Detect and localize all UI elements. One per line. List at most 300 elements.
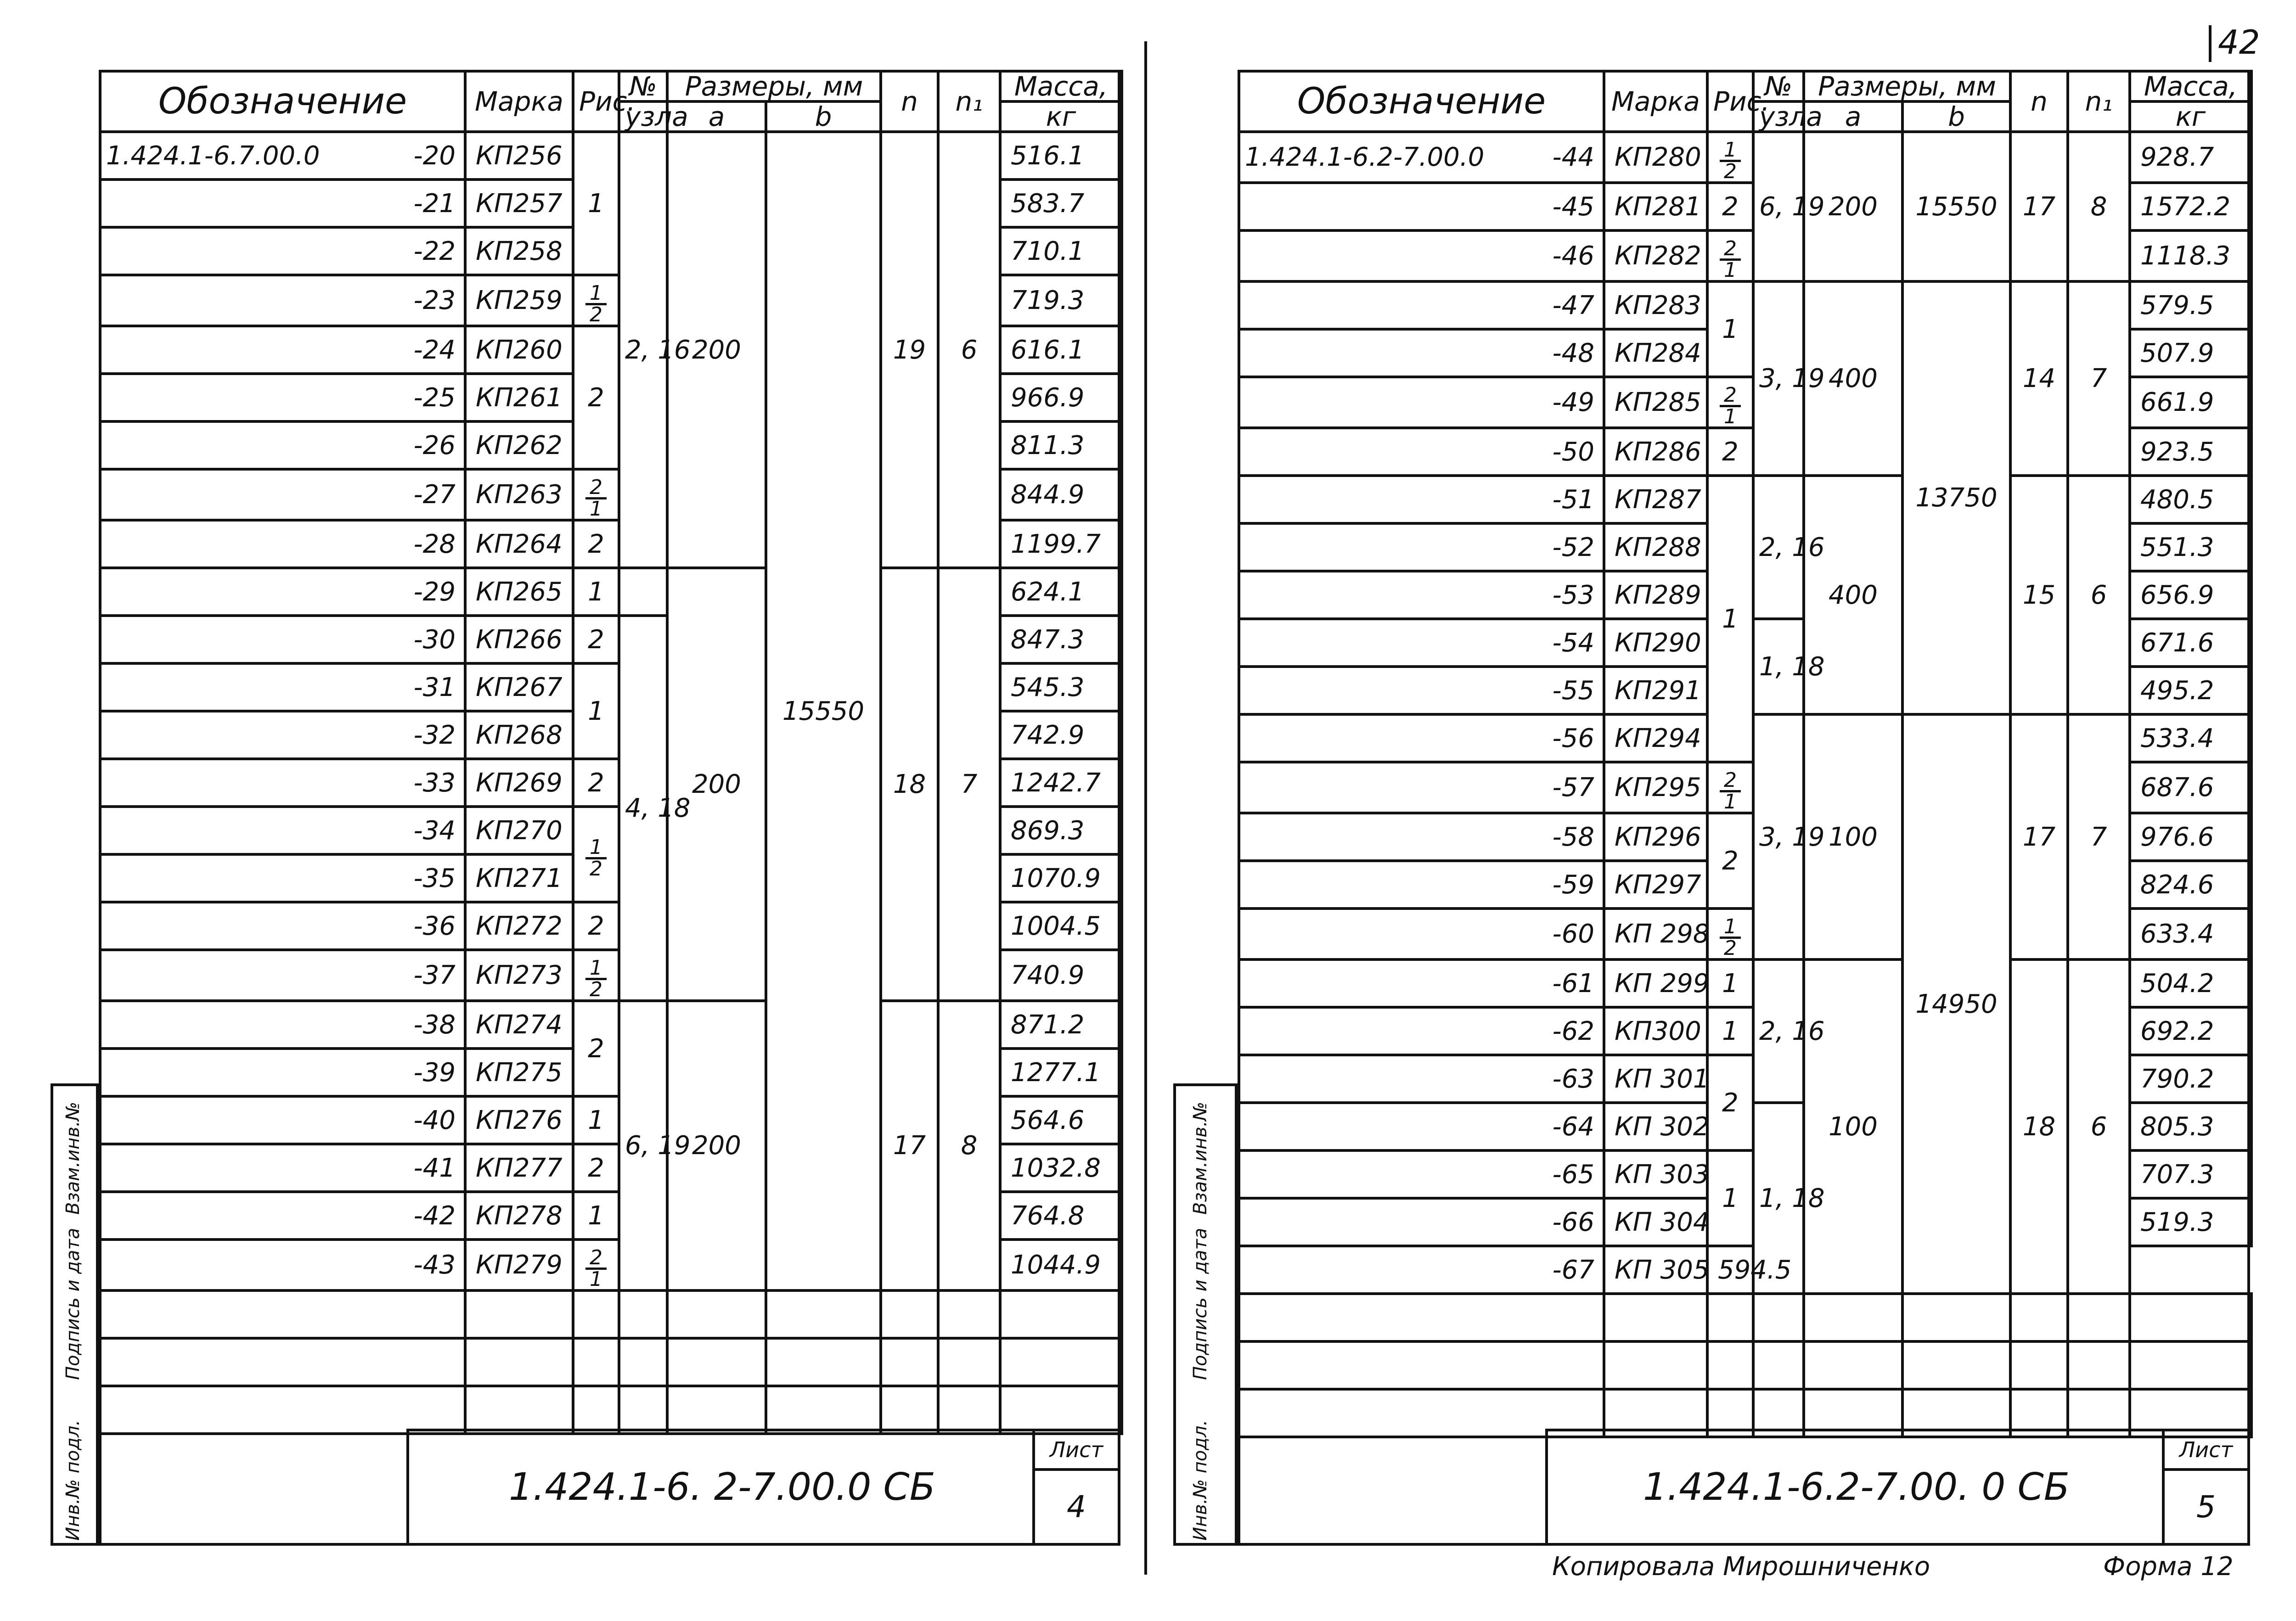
designation-suffix: -36 [413,911,456,941]
fig-cell [1707,132,1753,183]
mark-cell: КП261 [465,374,573,421]
fig-cell [573,1240,619,1290]
a-cell: 200 [667,1001,766,1290]
a-header: a [667,101,766,132]
fig-cell: 1 [573,663,619,759]
empty-cell [1804,1294,1902,1341]
designation-cell [1239,1055,1604,1103]
node-header: узла [619,101,667,132]
empty-cell [465,1290,573,1338]
designation-cell [100,1096,465,1144]
node-cell: 2, 16 [1753,476,1804,619]
designation-suffix: -49 [1552,387,1594,417]
designation-suffix: -22 [413,236,456,266]
mass-cell: 844.9 [1000,469,1122,520]
mass-cell: 966.9 [1000,374,1122,421]
designation-suffix: -30 [413,624,456,655]
mass-cell: 504.2 [2130,959,2251,1007]
table-row [1239,959,2251,1007]
mass-cell: 633.4 [2130,909,2251,959]
n1-cell: 6 [2068,959,2130,1294]
empty-cell [1000,1338,1122,1386]
designation-suffix: -29 [413,577,456,607]
mass-cell: 516.1 [1000,132,1122,179]
fraction-denominator: 1 [590,1268,602,1291]
n1-cell: 6 [2068,476,2130,714]
designation-cell [100,132,465,179]
n-cell: 17 [2010,714,2068,959]
dims-header: Размеры, мм [667,71,881,101]
mark-cell: КП295 [1604,762,1707,813]
right-sheet-label: Лист [2165,1431,2247,1471]
fig-header: Рис. [1707,71,1753,132]
n1-cell: 6 [938,132,1000,568]
designation-suffix: -64 [1552,1111,1594,1142]
empty-cell [667,1338,766,1386]
table-row [1239,281,2251,329]
form-label: Форма 12 [2103,1552,2234,1582]
designation-cell [100,759,465,807]
designation-cell [100,179,465,227]
b-cell: 14950 [1902,714,2010,1294]
n1-cell: 7 [2068,714,2130,959]
fraction [1720,768,1741,813]
designation-suffix: -61 [1552,968,1594,998]
designation-suffix: -56 [1552,723,1594,753]
fraction-numerator: 1 [590,956,602,980]
mass-cell: 790.2 [2130,1055,2251,1103]
designation-cell [100,227,465,275]
b-header: b [1902,101,2010,132]
empty-cell [667,1290,766,1338]
n-cell: 15 [2010,476,2068,714]
designation-cell [1239,1246,1604,1294]
designation-suffix: -21 [413,188,456,219]
left-sheet [99,70,1120,1546]
empty-cell [667,1386,766,1434]
mark-cell: КП275 [465,1049,573,1096]
designation-suffix: -43 [413,1250,456,1280]
mass-cell: 805.3 [2130,1103,2251,1150]
designation-suffix: -25 [413,382,456,413]
left-spec-table [99,70,1123,1435]
mass-cell: 1118.3 [2130,230,2251,281]
n-cell: 17 [881,1001,938,1290]
n1-cell: 8 [2068,132,2130,281]
empty-cell [573,1338,619,1386]
left-sidebar-sign: Подпись и дата [62,1228,84,1380]
mark-header: Марка [1604,71,1707,132]
designation-suffix: -26 [413,430,456,460]
fraction-numerator: 2 [590,476,602,499]
mass-cell: 824.6 [2130,861,2251,909]
designation-cell [100,1144,465,1192]
fraction [585,835,607,881]
mark-cell: КП 302 [1604,1103,1707,1150]
mass-cell: 480.5 [2130,476,2251,523]
right-sheet-number: 5 [2196,1489,2216,1525]
designation-cell [1239,762,1604,813]
mark-cell: КП 299 [1604,959,1707,1007]
designation-suffix: -54 [1552,628,1594,658]
fraction [585,956,607,1001]
mark-cell: КП276 [465,1096,573,1144]
fig-cell: 1 [573,568,619,616]
mark-cell: КП269 [465,759,573,807]
fig-cell [573,807,619,902]
b-header: b [766,101,881,132]
mass-cell: 1572.2 [2130,183,2251,230]
left-sheet-number: 4 [1067,1489,1086,1525]
fig-cell [573,469,619,520]
fig-cell: 2 [573,759,619,807]
empty-row [100,1338,1122,1386]
mass-cell: 1032.8 [1000,1144,1122,1192]
dims-header: Размеры, мм [1804,71,2010,101]
mass-cell: 740.9 [1000,950,1122,1001]
designation-suffix: -59 [1552,869,1594,900]
mass-cell: 671.6 [2130,619,2251,667]
designation-suffix: -50 [1552,437,1594,467]
mass-cell: 656.9 [2130,571,2251,619]
empty-cell [465,1338,573,1386]
mark-cell: КП281 [1604,183,1707,230]
empty-cell [619,1290,667,1338]
mark-cell: КП263 [465,469,573,520]
n1-cell: 7 [2068,281,2130,476]
mass-cell: 764.8 [1000,1192,1122,1240]
designation-suffix: -32 [413,720,456,750]
n-cell: 18 [2010,959,2068,1294]
left-sidebar-repl: Взам.инв.№ [62,1101,84,1215]
designation-header: Обозначение [100,71,465,132]
mass-cell: 1277.1 [1000,1049,1122,1096]
empty-cell [100,1338,465,1386]
mass-cell: 719.3 [1000,275,1122,326]
designation-cell [1239,183,1604,230]
fig-cell: 2 [573,326,619,469]
fraction [1720,383,1741,428]
designation-suffix: -24 [413,335,456,365]
node-cell: 2, 16 [1753,959,1804,1103]
mark-cell: КП271 [465,854,573,902]
mark-cell: КП267 [465,663,573,711]
n1-cell: 7 [938,568,1000,1001]
fig-cell: 1 [1707,281,1753,377]
mark-cell: КП280 [1604,132,1707,183]
empty-cell [573,1386,619,1434]
mass-cell: 1004.5 [1000,902,1122,950]
right-sheet [1238,70,2250,1546]
mark-cell: КП 303 [1604,1150,1707,1198]
designation-cell [1239,476,1604,523]
empty-cell [1753,1341,1804,1389]
fig-cell: 2 [573,520,619,568]
mass-cell: 847.3 [1000,616,1122,663]
designation-suffix: -51 [1552,484,1594,515]
fig-cell: 2 [1707,1055,1753,1150]
fig-cell: 1 [573,132,619,275]
empty-cell [573,1290,619,1338]
designation-suffix: -48 [1552,338,1594,368]
mass-cell: 579.5 [2130,281,2251,329]
designation-suffix: -55 [1552,675,1594,706]
empty-row [1239,1341,2251,1389]
mass-cell: 1199.7 [1000,520,1122,568]
mark-cell: КП278 [465,1192,573,1240]
left-title-block [406,1429,1120,1546]
designation-cell [100,663,465,711]
mark-cell: КП270 [465,807,573,854]
empty-cell [1902,1294,2010,1341]
designation-cell [100,1049,465,1096]
mass-cell: 661.9 [2130,377,2251,428]
n-cell: 18 [881,568,938,1001]
mass-cell: 710.1 [1000,227,1122,275]
mark-cell: КП268 [465,711,573,759]
empty-cell [766,1386,881,1434]
fraction-numerator: 2 [1724,383,1737,407]
fig-cell [573,275,619,326]
fig-cell: 1 [1707,959,1753,1007]
fraction [1720,239,1741,280]
mark-cell: КП285 [1604,377,1707,428]
empty-row [100,1386,1122,1434]
mark-cell: КП260 [465,326,573,374]
fraction-denominator: 2 [1724,937,1737,960]
mark-header: Марка [465,71,573,132]
mass-cell: 928.7 [2130,132,2251,183]
mark-cell: КП287 [1604,476,1707,523]
node-cell: 4, 18 [619,616,667,1001]
mark-cell: КП262 [465,421,573,469]
page-number-separator [2209,25,2212,62]
designation-cell [1239,571,1604,619]
empty-cell [1604,1294,1707,1341]
designation-suffix: -57 [1552,773,1594,802]
fig-cell: 2 [573,1144,619,1192]
mass-unit-header: кг [1000,101,1122,132]
table-row [100,1001,1122,1049]
fig-cell: 1 [1707,1007,1753,1055]
designation-suffix: -37 [413,960,456,990]
mark-cell: КП258 [465,227,573,275]
n-cell: 14 [2010,281,2068,476]
designation-base: 1.424.1-6.2-7.00.0 [1245,142,1485,172]
table-row [100,568,1122,616]
mass-cell: 976.6 [2130,813,2251,861]
node-cell: 2, 16 [619,132,667,568]
fraction-denominator: 1 [590,497,602,521]
empty-cell [766,1290,881,1338]
n-header: n [881,71,938,132]
mark-cell: КП300 [1604,1007,1707,1055]
mark-cell: КП296 [1604,813,1707,861]
fig-cell [1707,377,1753,428]
left-sidebar [51,1083,99,1546]
mass-cell: 1044.9 [1000,1240,1122,1290]
mass-cell: 564.6 [1000,1096,1122,1144]
mark-cell: КП256 [465,132,573,179]
b-cell: 13750 [1902,281,2010,714]
mark-cell: КП294 [1604,714,1707,762]
empty-cell [938,1338,1000,1386]
designation-suffix: -34 [413,815,456,846]
right-title-block [1545,1429,2250,1546]
node-cell [619,568,667,616]
a-header: a [1804,101,1902,132]
fraction-numerator: 2 [1724,768,1737,792]
fraction-denominator: 2 [590,857,602,881]
b-cell: 15550 [1902,132,2010,281]
designation-cell [100,520,465,568]
mark-cell: КП283 [1604,281,1707,329]
empty-cell [881,1386,938,1434]
fig-cell: 1 [573,1096,619,1144]
empty-cell [1707,1294,1753,1341]
right-sidebar [1173,1083,1238,1546]
node-cell: 1, 18 [1753,619,1804,714]
mark-cell: КП 298 [1604,909,1707,959]
empty-cell [1604,1341,1707,1389]
designation-cell [1239,909,1604,959]
table-row [1239,476,2251,523]
empty-cell [465,1386,573,1434]
empty-cell [2130,1294,2251,1341]
a-cell: 200 [1804,132,1902,281]
left-sheet-label: Лист [1035,1431,1118,1471]
fig-cell: 2 [573,1001,619,1096]
fraction-numerator: 1 [590,835,602,859]
empty-cell [1239,1341,1604,1389]
mark-cell: КП297 [1604,861,1707,909]
n-cell: 19 [881,132,938,568]
fig-cell: 2 [573,616,619,663]
designation-cell [100,1240,465,1290]
b-cell: 15550 [766,132,881,1290]
mass-cell: 1242.7 [1000,759,1122,807]
node-cell: 6, 19 [619,1001,667,1290]
designation-suffix: -38 [413,1010,456,1040]
mark-cell: КП265 [465,568,573,616]
mark-cell: КП290 [1604,619,1707,667]
designation-suffix: -46 [1552,241,1594,271]
fraction-numerator: 2 [590,1246,602,1269]
node-no-header: № [619,71,667,101]
empty-cell [1000,1386,1122,1434]
designation-cell [1239,861,1604,909]
n-cell: 17 [2010,132,2068,281]
mass-cell: 1070.9 [1000,854,1122,902]
designation-cell [100,469,465,520]
n1-header: n₁ [938,71,1000,132]
empty-cell [938,1386,1000,1434]
mark-cell: КП274 [465,1001,573,1049]
empty-cell [2068,1294,2130,1341]
designation-suffix: -52 [1552,532,1594,562]
fig-cell [1707,909,1753,959]
fig-cell: 2 [1707,813,1753,909]
fig-cell: 2 [1707,428,1753,476]
mass-cell: 583.7 [1000,179,1122,227]
node-cell: 3, 19 [1753,714,1804,959]
designation-suffix: -44 [1552,142,1594,172]
mark-cell: КП272 [465,902,573,950]
fraction-numerator: 1 [1724,138,1737,162]
fraction-denominator: 1 [1724,790,1737,813]
designation-cell [1239,377,1604,428]
designation-cell [1239,1198,1604,1246]
mark-cell: КП259 [465,275,573,326]
mass-cell: 923.5 [2130,428,2251,476]
mark-cell: КП266 [465,616,573,663]
right-sheet-box [2162,1431,2247,1543]
designation-cell [1239,329,1604,377]
designation-suffix: -35 [413,863,456,893]
fraction-numerator: 1 [1724,915,1737,938]
mark-cell: КП289 [1604,571,1707,619]
designation-cell [1239,523,1604,571]
node-header: узла [1753,101,1804,132]
empty-cell [766,1338,881,1386]
designation-cell [100,421,465,469]
designation-cell [1239,714,1604,762]
designation-suffix: -33 [413,768,456,798]
empty-cell [100,1290,465,1338]
designation-suffix: -63 [1552,1064,1594,1094]
mass-cell: 869.3 [1000,807,1122,854]
empty-cell [2010,1341,2068,1389]
mass-cell: 811.3 [1000,421,1122,469]
designation-cell [1239,1007,1604,1055]
mass-cell: 507.9 [2130,329,2251,377]
fig-cell [573,950,619,1001]
mass-cell: 742.9 [1000,711,1122,759]
designation-suffix: -31 [413,672,456,702]
designation-cell [100,374,465,421]
right-sidebar-inv: Инв.№ подл. [1190,1419,1211,1541]
fraction-denominator: 2 [590,303,602,326]
designation-suffix: -45 [1552,191,1594,222]
page-number: 42 [2218,23,2260,62]
a-cell: 100 [1804,714,1902,959]
empty-cell [1707,1341,1753,1389]
empty-row [100,1290,1122,1338]
n1-header: n₁ [2068,71,2130,132]
a-cell: 400 [1804,476,1902,714]
mark-cell: КП273 [465,950,573,1001]
designation-cell [100,902,465,950]
designation-cell [100,807,465,854]
designation-cell [1239,132,1604,183]
fig-cell: 2 [573,902,619,950]
empty-cell [881,1338,938,1386]
table-row [100,132,1122,179]
fraction-denominator: 1 [1724,258,1737,282]
copied-by: Копировала Мирошниченко [1552,1552,1930,1582]
mark-cell: КП291 [1604,667,1707,714]
fig-cell: 1 [1707,476,1753,762]
a-cell: 200 [667,568,766,1001]
fraction-denominator: 1 [1724,405,1737,428]
right-stamp-code: 1.424.1-6.2-7.00. 0 СБ [1643,1465,2070,1509]
mass-cell: 495.2 [2130,667,2251,714]
designation-suffix: -58 [1552,822,1594,852]
designation-cell [1239,619,1604,667]
fig-cell [1707,762,1753,813]
designation-cell [100,275,465,326]
designation-suffix: -20 [413,140,456,171]
